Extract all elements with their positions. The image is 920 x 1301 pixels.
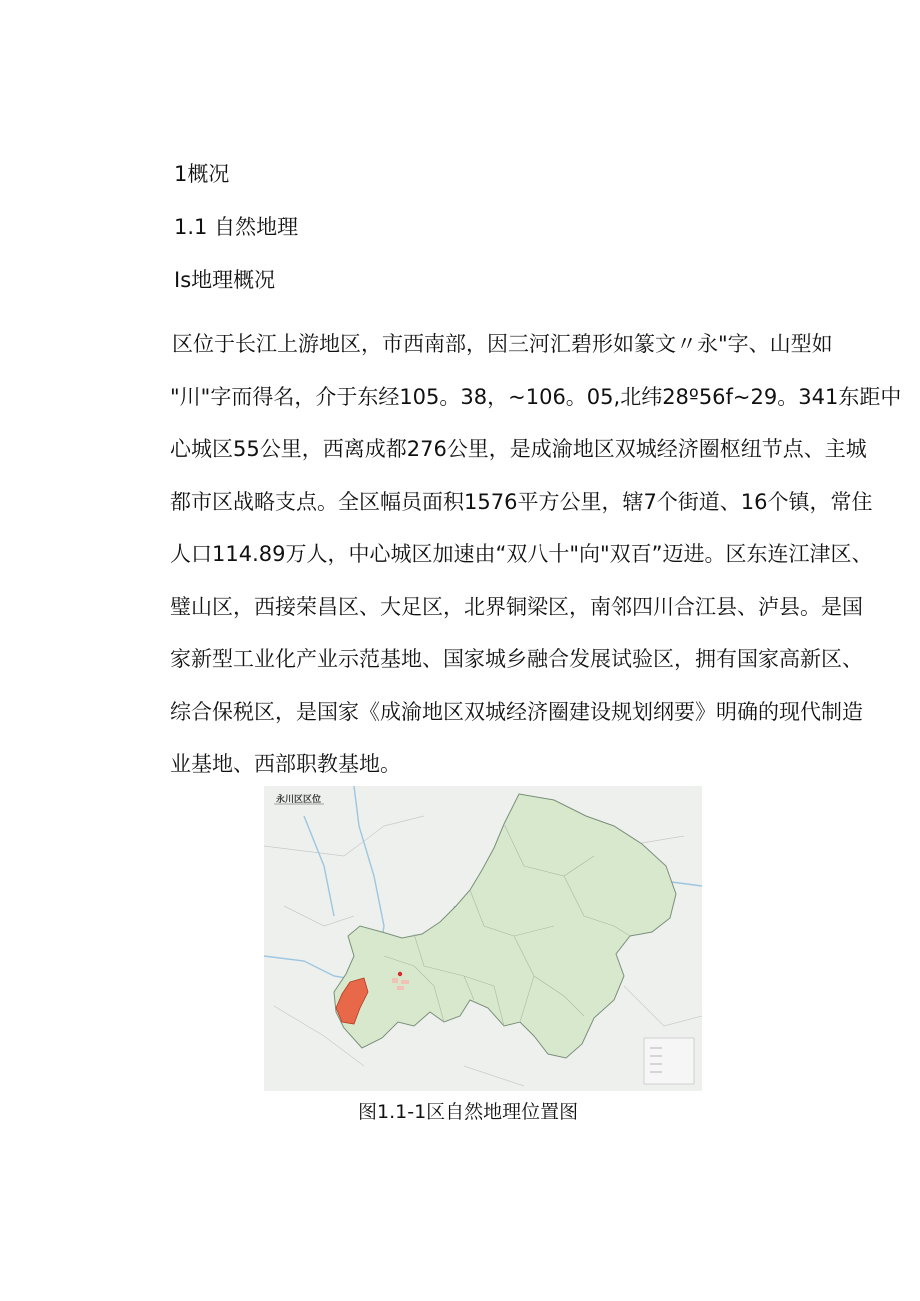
paragraph-line: 璧山区，西接荣昌区、大足区，北界铜梁区，南邻四川合江县、泸县。是国 [170, 594, 863, 619]
location-map-image [264, 786, 702, 1091]
paragraph-line: 人口114.89万人，中心城区加速由“双八十"向"双百”迈进。区东连江津区、 [170, 542, 873, 566]
paragraph-line: 心城区55公里，西离成都276公里，是成渝地区双城经济圈枢纽节点、主城 [170, 437, 867, 461]
heading-natural-geography: 1.1 自然地理 [174, 215, 299, 239]
paragraph-line: 都市区战略支点。全区幅员面积1576平方公里，辖7个街道、16个镇，常住 [170, 489, 873, 514]
figure-caption: 图1.1-1区自然地理位置图 [358, 1101, 579, 1123]
paragraph-line: 家新型工业化产业示范基地、国家城乡融合发展试验区，拥有国家高新区、 [170, 647, 863, 671]
paragraph-line: "川"字而得名，介于东经105。38，~106。05,北纬28º56f~29。341东距中 [170, 384, 902, 409]
paragraph-line: 区位于长江上游地区，市西南部，因三河汇碧形如篆文〃永"字、山型如 [172, 332, 833, 356]
location-map-figure [264, 786, 702, 1091]
heading-overview: 1概况 [174, 162, 230, 186]
paragraph-line: 综合保税区，是国家《成渝地区双城经济圈建设规划纲要》明确的现代制造 [170, 699, 863, 724]
map-title: 永川区区位 [276, 795, 322, 805]
paragraph-line: 业基地、西部职教基地。 [170, 752, 401, 776]
body-paragraph [170, 318, 902, 791]
heading-geography-overview: Is地理概况 [174, 268, 276, 292]
